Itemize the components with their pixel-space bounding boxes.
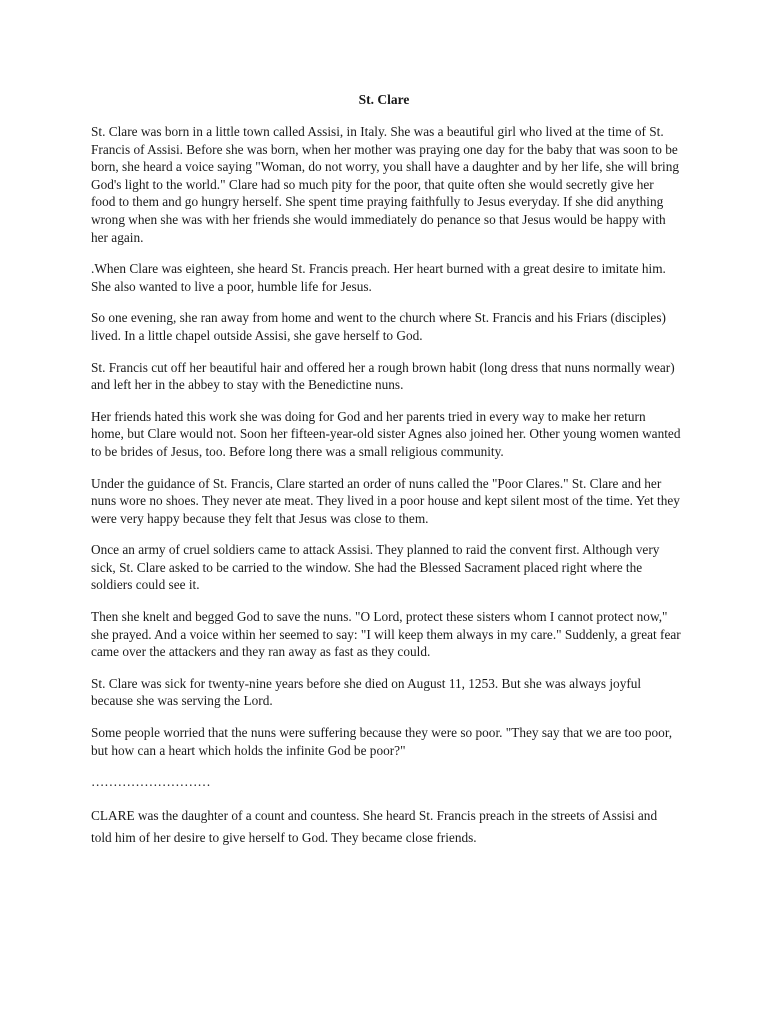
paragraph: .When Clare was eighteen, she heard St. Francis preach. Her heart burned with a great desire to imitate him. She also wanted to live a poor, humble life for Jesus. <box>91 261 666 294</box>
paragraph: St. Francis cut off her beautiful hair and offered her a rough brown habit (long dress that nuns normally wear) and left her in the abbey to stay with the Benedictine nuns. <box>91 359 675 393</box>
paragraph: Some people worried that the nuns were suffering because they were so poor. "They say that we are too poor, but how can a heart which holds the infinite God be poor?" <box>91 725 673 758</box>
paragraph: Under the guidance of St. Francis, Clare started an order of nuns called the "Poor Clares." St. Clare and her nuns wore no shoes. They never ate meat. They lived in a poor house and kept silent most of the time. Yet they were very happy because they felt that Jesus was close to them. <box>91 475 680 526</box>
paragraph: CLARE was the daughter of a count and countess. She heard St. Francis preach in the streets of Assisi and told him of her desire to give herself to God. They became close friends. <box>91 807 658 845</box>
paragraph: Then she knelt and begged God to save the nuns. "O Lord, protect these sisters whom I cannot protect now," she prayed. And a voice within her seemed to say: "I will keep them always in my care." Suddenly, a great fear came over the attackers and they ran away as fast as they could. <box>91 609 681 660</box>
document-body <box>91 123 681 863</box>
paragraph: Her friends hated this work she was doing for God and her parents tried in every way to make her return home, but Clare would not. Soon her fifteen-year-old sister Agnes also joined her. Other young women wanted to be brides of Jesus, too. Before long there was a small religious community. <box>91 408 681 459</box>
paragraph: Once an army of cruel soldiers came to attack Assisi. They planned to raid the convent first. Although very sick, St. Clare asked to be carried to the window. She had the Blessed Sacrament placed right where the soldiers could see it. <box>91 542 660 593</box>
paragraph: St. Clare was sick for twenty-nine years before she died on August 11, 1253. But she was always joyful because she was serving the Lord. <box>91 675 642 709</box>
paragraph: So one evening, she ran away from home and went to the church where St. Francis and his Friars (disciples) lived. In a little chapel outside Assisi, she gave herself to God. <box>91 310 666 343</box>
paragraph: St. Clare was born in a little town called Assisi, in Italy. She was a beautiful girl who lived at the time of St. Francis of Assisi. Before she was born, when her mother was praying one day for the baby that was soon to be born, she heard a voice saying "Woman, do not worry, you shall have a daughter and by her life, she will bring God's light to the world." Clare had so much pity for the poor, that quite often she would secretly give her food to them and go hungry herself. She spent time praying faithfully to Jesus everyday. If she did anything wrong when she was with her friends she would immediately do penance so that Jesus would be happy with her again. <box>91 124 680 245</box>
section-separator: ……………………… <box>91 774 211 790</box>
page-title: St. Clare <box>358 92 410 107</box>
